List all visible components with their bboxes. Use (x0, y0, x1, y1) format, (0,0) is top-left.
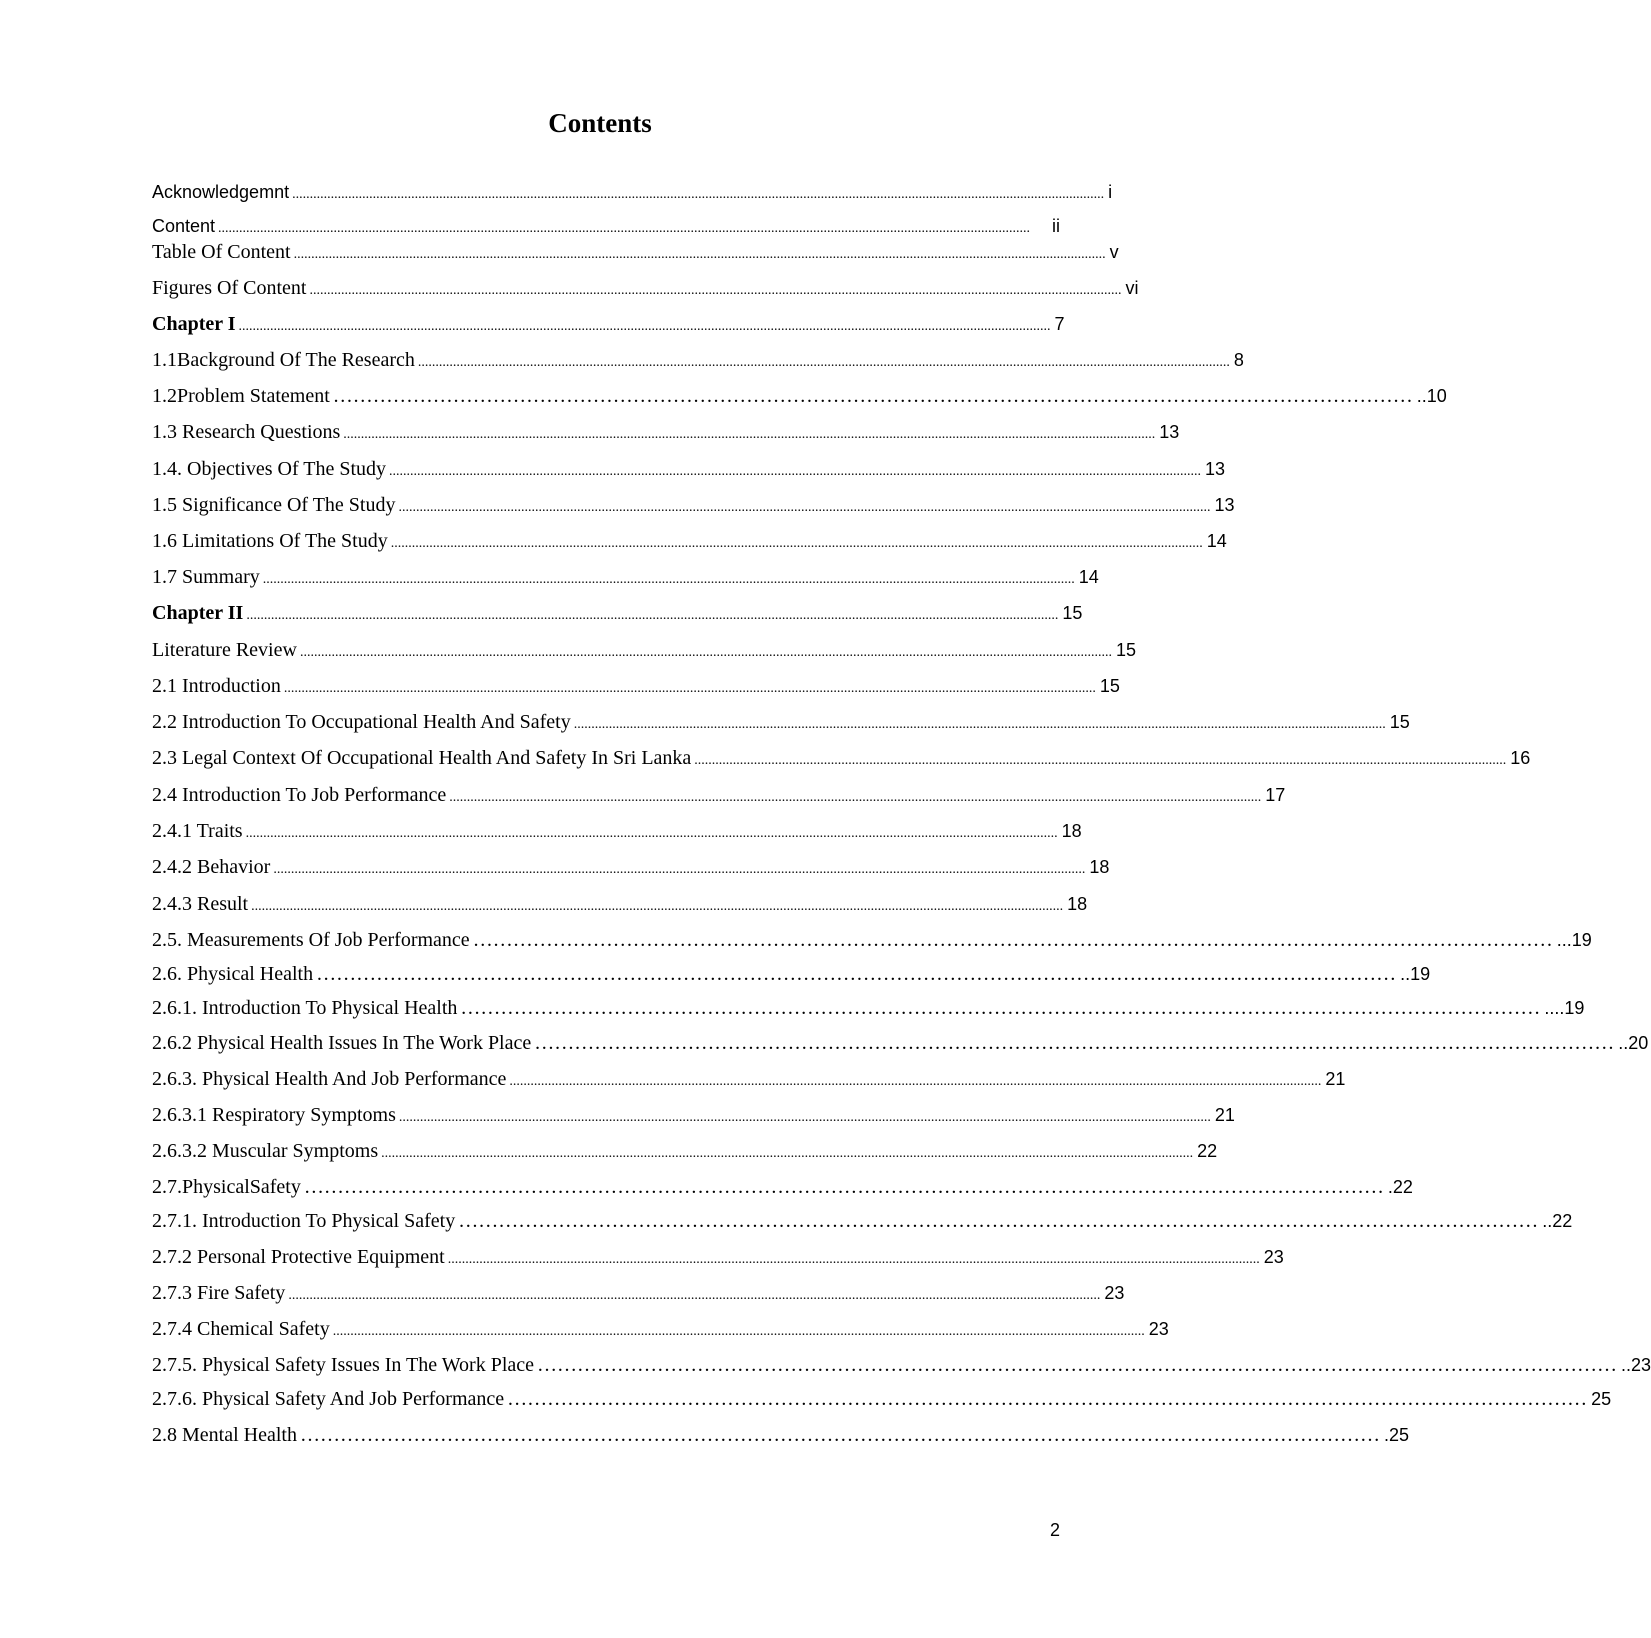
toc-entry-label: 1.7 Summary (152, 566, 260, 588)
toc-entry[interactable] (152, 926, 1592, 954)
toc-entry-leader: ........................................................................................................................................................................................................................................ (262, 572, 1075, 587)
toc-entry-label: 2.5. Measurements Of Job Performance (152, 929, 470, 951)
toc-entry-leader: ........................................................................................................................................................................................................................................ (694, 753, 1507, 768)
toc-entry-leader: ........................................................................................................................................................................................................................................ (417, 355, 1230, 370)
toc-entry-page-number: ..19 (1400, 964, 1431, 984)
toc-entry-leader: ……………………………………………………………………………………………………………………………………………… (303, 1176, 1384, 1198)
toc-entry-label: 2.6.1. Introduction To Physical Health (152, 997, 458, 1019)
toc-entry-leader: ……………………………………………………………………………………………………………………………………………… (537, 1354, 1618, 1376)
toc-entry-leader: ........................................................................................................................................................................................................................................ (238, 319, 1051, 334)
toc-entry-label: 2.7.5. Physical Safety Issues In The Work Place (152, 1354, 535, 1376)
toc-entry[interactable] (152, 994, 1585, 1022)
toc-entry-leader: ........................................................................................................................................................................................................................................ (398, 1110, 1211, 1125)
toc-entry[interactable] (152, 817, 1082, 845)
toc-entry[interactable] (152, 491, 1235, 519)
toc-entry-label: 2.7.2 Personal Protective Equipment (152, 1246, 445, 1268)
toc-entry[interactable] (152, 636, 1136, 664)
toc-entry[interactable] (152, 1385, 1612, 1413)
toc-entry[interactable] (152, 599, 1083, 627)
toc-entry-leader: ........................................................................................................................................................................................................................................ (283, 681, 1096, 696)
toc-entry-label: 2.7.3 Fire Safety (152, 1282, 286, 1304)
toc-entry-page-number: 23 (1263, 1247, 1284, 1267)
toc-entry[interactable] (152, 563, 1099, 591)
toc-entry-page-number: ..20 (1618, 1033, 1649, 1053)
toc-entry-leader: ........................................................................................................................................................................................................................................ (246, 608, 1059, 623)
toc-entry-label: 2.6.3. Physical Health And Job Performance (152, 1068, 507, 1090)
toc-entry[interactable] (152, 853, 1110, 881)
toc-entry-label: 1.5 Significance Of The Study (152, 494, 396, 516)
toc-entry[interactable] (152, 346, 1244, 374)
toc-entry-page-number: 17 (1265, 785, 1286, 805)
toc-entry-leader: ……………………………………………………………………………………………………………………………………………… (299, 1424, 1380, 1446)
toc-entry[interactable] (152, 1421, 1409, 1449)
toc-entry-label: 2.7.PhysicalSafety (152, 1176, 301, 1198)
toc-entry[interactable] (152, 238, 1119, 266)
toc-entry[interactable] (152, 1101, 1235, 1129)
toc-entry-label: 2.6.2 Physical Health Issues In The Work Place (152, 1032, 532, 1054)
toc-entry[interactable] (152, 1207, 1573, 1235)
toc-entry-label: 2.7.1. Introduction To Physical Safety (152, 1210, 456, 1232)
toc-entry-leader: ........................................................................................................................................................................................................................................ (309, 283, 1122, 298)
toc-entry-page-number: 13 (1214, 495, 1235, 515)
toc-entry-label: Acknowledgemnt (152, 182, 290, 202)
toc-entry[interactable] (152, 1315, 1169, 1343)
toc-entry-page-number: 15 (1062, 603, 1083, 623)
toc-entry[interactable] (152, 212, 1060, 240)
toc-entry-label: 2.1 Introduction (152, 675, 281, 697)
toc-entry[interactable] (152, 274, 1139, 302)
toc-entry[interactable] (152, 1279, 1125, 1307)
toc-entry-leader: ……………………………………………………………………………………………………………………………………………… (458, 1210, 1539, 1232)
toc-entry-page-number: 13 (1159, 422, 1180, 442)
toc-entry-leader: ........................................................................................................................................................................................................................................ (251, 899, 1064, 914)
toc-entry-label: Content (152, 216, 216, 236)
toc-entry[interactable] (152, 1137, 1218, 1165)
toc-entry-page-number: 14 (1206, 531, 1227, 551)
toc-entry-label: Chapter I (152, 313, 236, 335)
toc-entry-leader: ……………………………………………………………………………………………………………………………………………… (507, 1388, 1588, 1410)
toc-entry[interactable] (152, 1243, 1284, 1271)
toc-entry-leader: ........................................................................................................................................................................................................................................ (292, 187, 1105, 202)
toc-entry-page-number: 23 (1104, 1283, 1125, 1303)
toc-entry-leader: ……………………………………………………………………………………………………………………………………………… (534, 1032, 1615, 1054)
page-title: Contents (548, 108, 652, 138)
toc-entry-label: 1.2Problem Statement (152, 385, 330, 407)
toc-entry[interactable] (152, 1029, 1649, 1057)
toc-entry-page-number: 22 (1197, 1141, 1218, 1161)
toc-entry[interactable] (152, 527, 1227, 555)
toc-entry-label: 1.4. Objectives Of The Study (152, 458, 387, 480)
toc-entry-label: Chapter II (152, 602, 244, 624)
toc-entry-leader: ........................................................................................................................................................................................................................................ (573, 717, 1386, 732)
toc-entry-page-number: 14 (1078, 567, 1099, 587)
toc-entry-page-number: v (1109, 242, 1119, 262)
toc-entry-leader: ........................................................................................................................................................................................................................................ (389, 464, 1202, 479)
toc-entry-label: 2.4 Introduction To Job Performance (152, 784, 447, 806)
toc-entry-leader: ........................................................................................................................................................................................................................................ (332, 1324, 1145, 1339)
toc-entry-label: 2.4.2 Behavior (152, 856, 271, 878)
toc-entry-leader: ........................................................................................................................................................................................................................................ (293, 247, 1106, 262)
toc-entry-label: Table Of Content (152, 241, 291, 263)
toc-entry-leader: ........................................................................................................................................................................................................................................ (398, 500, 1211, 515)
toc-entry-page-number: ....19 (1544, 998, 1585, 1018)
toc-entry-leader: ........................................................................................................................................................................................................................................ (509, 1074, 1322, 1089)
page-number: 2 (1049, 1520, 1060, 1540)
toc-entry-label: 2.7.4 Chemical Safety (152, 1318, 330, 1340)
toc-entry[interactable] (152, 781, 1286, 809)
toc-entry-page-number: 7 (1054, 314, 1065, 334)
toc-entry-page-number: 13 (1205, 459, 1226, 479)
toc-entry-page-number: 15 (1115, 640, 1136, 660)
toc-entry-label: 2.6. Physical Health (152, 963, 314, 985)
toc-entry-page-number: 25 (1591, 1389, 1612, 1409)
toc-entry-leader: ........................................................................................................................................................................................................................................ (390, 536, 1203, 551)
toc-entry-label: 2.8 Mental Health (152, 1424, 297, 1446)
toc-entry-label: 2.6.3.1 Respiratory Symptoms (152, 1104, 396, 1126)
toc-entry-page-number: ..22 (1542, 1211, 1573, 1231)
toc-entry-leader: ……………………………………………………………………………………………………………………………………………… (472, 929, 1553, 951)
toc-entry-leader: ........................................................................................................................................................................................................................................ (447, 1252, 1260, 1267)
toc-entry-page-number: ..10 (1416, 386, 1447, 406)
toc-entry[interactable] (152, 418, 1180, 446)
toc-entry-page-number: 18 (1089, 857, 1110, 877)
toc-entry-leader: ........................................................................................................................................................................................................................................ (218, 221, 1031, 236)
toc-entry-page-number: .22 (1387, 1177, 1413, 1197)
toc-entry-label: 2.6.3.2 Muscular Symptoms (152, 1140, 379, 1162)
toc-entry-leader: ........................................................................................................................................................................................................................................ (343, 427, 1156, 442)
toc-entry-label: 1.3 Research Questions (152, 421, 341, 443)
toc-entry[interactable] (152, 1173, 1413, 1201)
toc-entry-label: Figures Of Content (152, 277, 307, 299)
toc-entry[interactable] (152, 708, 1410, 736)
toc-entry[interactable] (152, 890, 1088, 918)
toc-entry-page-number: 15 (1389, 712, 1410, 732)
toc-entry[interactable] (152, 310, 1065, 338)
toc-entry-page-number: ii (1052, 216, 1060, 236)
toc-entry-page-number: 15 (1099, 676, 1120, 696)
toc-entry-page-number: vi (1125, 278, 1139, 298)
toc-entry-page-number: 16 (1510, 748, 1531, 768)
toc-entry[interactable] (152, 672, 1120, 700)
toc-entry[interactable] (152, 960, 1431, 988)
toc-entry-leader: ........................................................................................................................................................................................................................................ (381, 1146, 1194, 1161)
toc-entry-page-number: 21 (1214, 1105, 1235, 1125)
toc-entry-page-number: 8 (1233, 350, 1244, 370)
toc-entry-page-number: ..23 (1621, 1355, 1651, 1375)
toc-entry-leader: ........................................................................................................................................................................................................................................ (288, 1288, 1101, 1303)
toc-entry[interactable] (152, 1065, 1346, 1093)
toc-entry-page-number: ...19 (1556, 930, 1592, 950)
toc-entry[interactable] (152, 382, 1447, 410)
toc-entry-leader: ……………………………………………………………………………………………………………………………………………… (460, 997, 1541, 1019)
toc-entry-label: 1.6 Limitations Of The Study (152, 530, 388, 552)
toc-entry-leader: ........................................................................................................................................................................................................................................ (299, 645, 1112, 660)
toc-entry-leader: ……………………………………………………………………………………………………………………………………………… (316, 963, 1397, 985)
toc-entry-label: 2.4.3 Result (152, 893, 249, 915)
toc-entry-page-number: 18 (1067, 894, 1088, 914)
toc-entry[interactable] (152, 178, 1113, 206)
toc-entry-label: 1.1Background Of The Research (152, 349, 415, 371)
toc-entry-page-number: i (1108, 182, 1113, 202)
toc-entry[interactable] (152, 744, 1531, 772)
toc-entry-label: 2.7.6. Physical Safety And Job Performance (152, 1388, 505, 1410)
toc-entry-leader: ........................................................................................................................................................................................................................................ (273, 862, 1086, 877)
toc-entry-leader: ........................................................................................................................................................................................................................................ (449, 790, 1262, 805)
toc-entry[interactable] (152, 1351, 1651, 1379)
toc-entry-label: 2.3 Legal Context Of Occupational Health And Safety In Sri Lanka (152, 747, 692, 769)
toc-entry-page-number: 21 (1325, 1069, 1346, 1089)
toc-entry-leader: ……………………………………………………………………………………………………………………………………………… (332, 385, 1413, 407)
toc-entry-label: 2.2 Introduction To Occupational Health And Safety (152, 711, 571, 733)
toc-entry-page-number: 18 (1061, 821, 1082, 841)
toc-entry-leader: ........................................................................................................................................................................................................................................ (245, 826, 1058, 841)
toc-entry-label: Literature Review (152, 639, 297, 661)
toc-entry[interactable] (152, 455, 1226, 483)
toc-entry-label: 2.4.1 Traits (152, 820, 243, 842)
toc-entry-page-number: .25 (1383, 1425, 1409, 1445)
toc-entry-page-number: 23 (1148, 1319, 1169, 1339)
